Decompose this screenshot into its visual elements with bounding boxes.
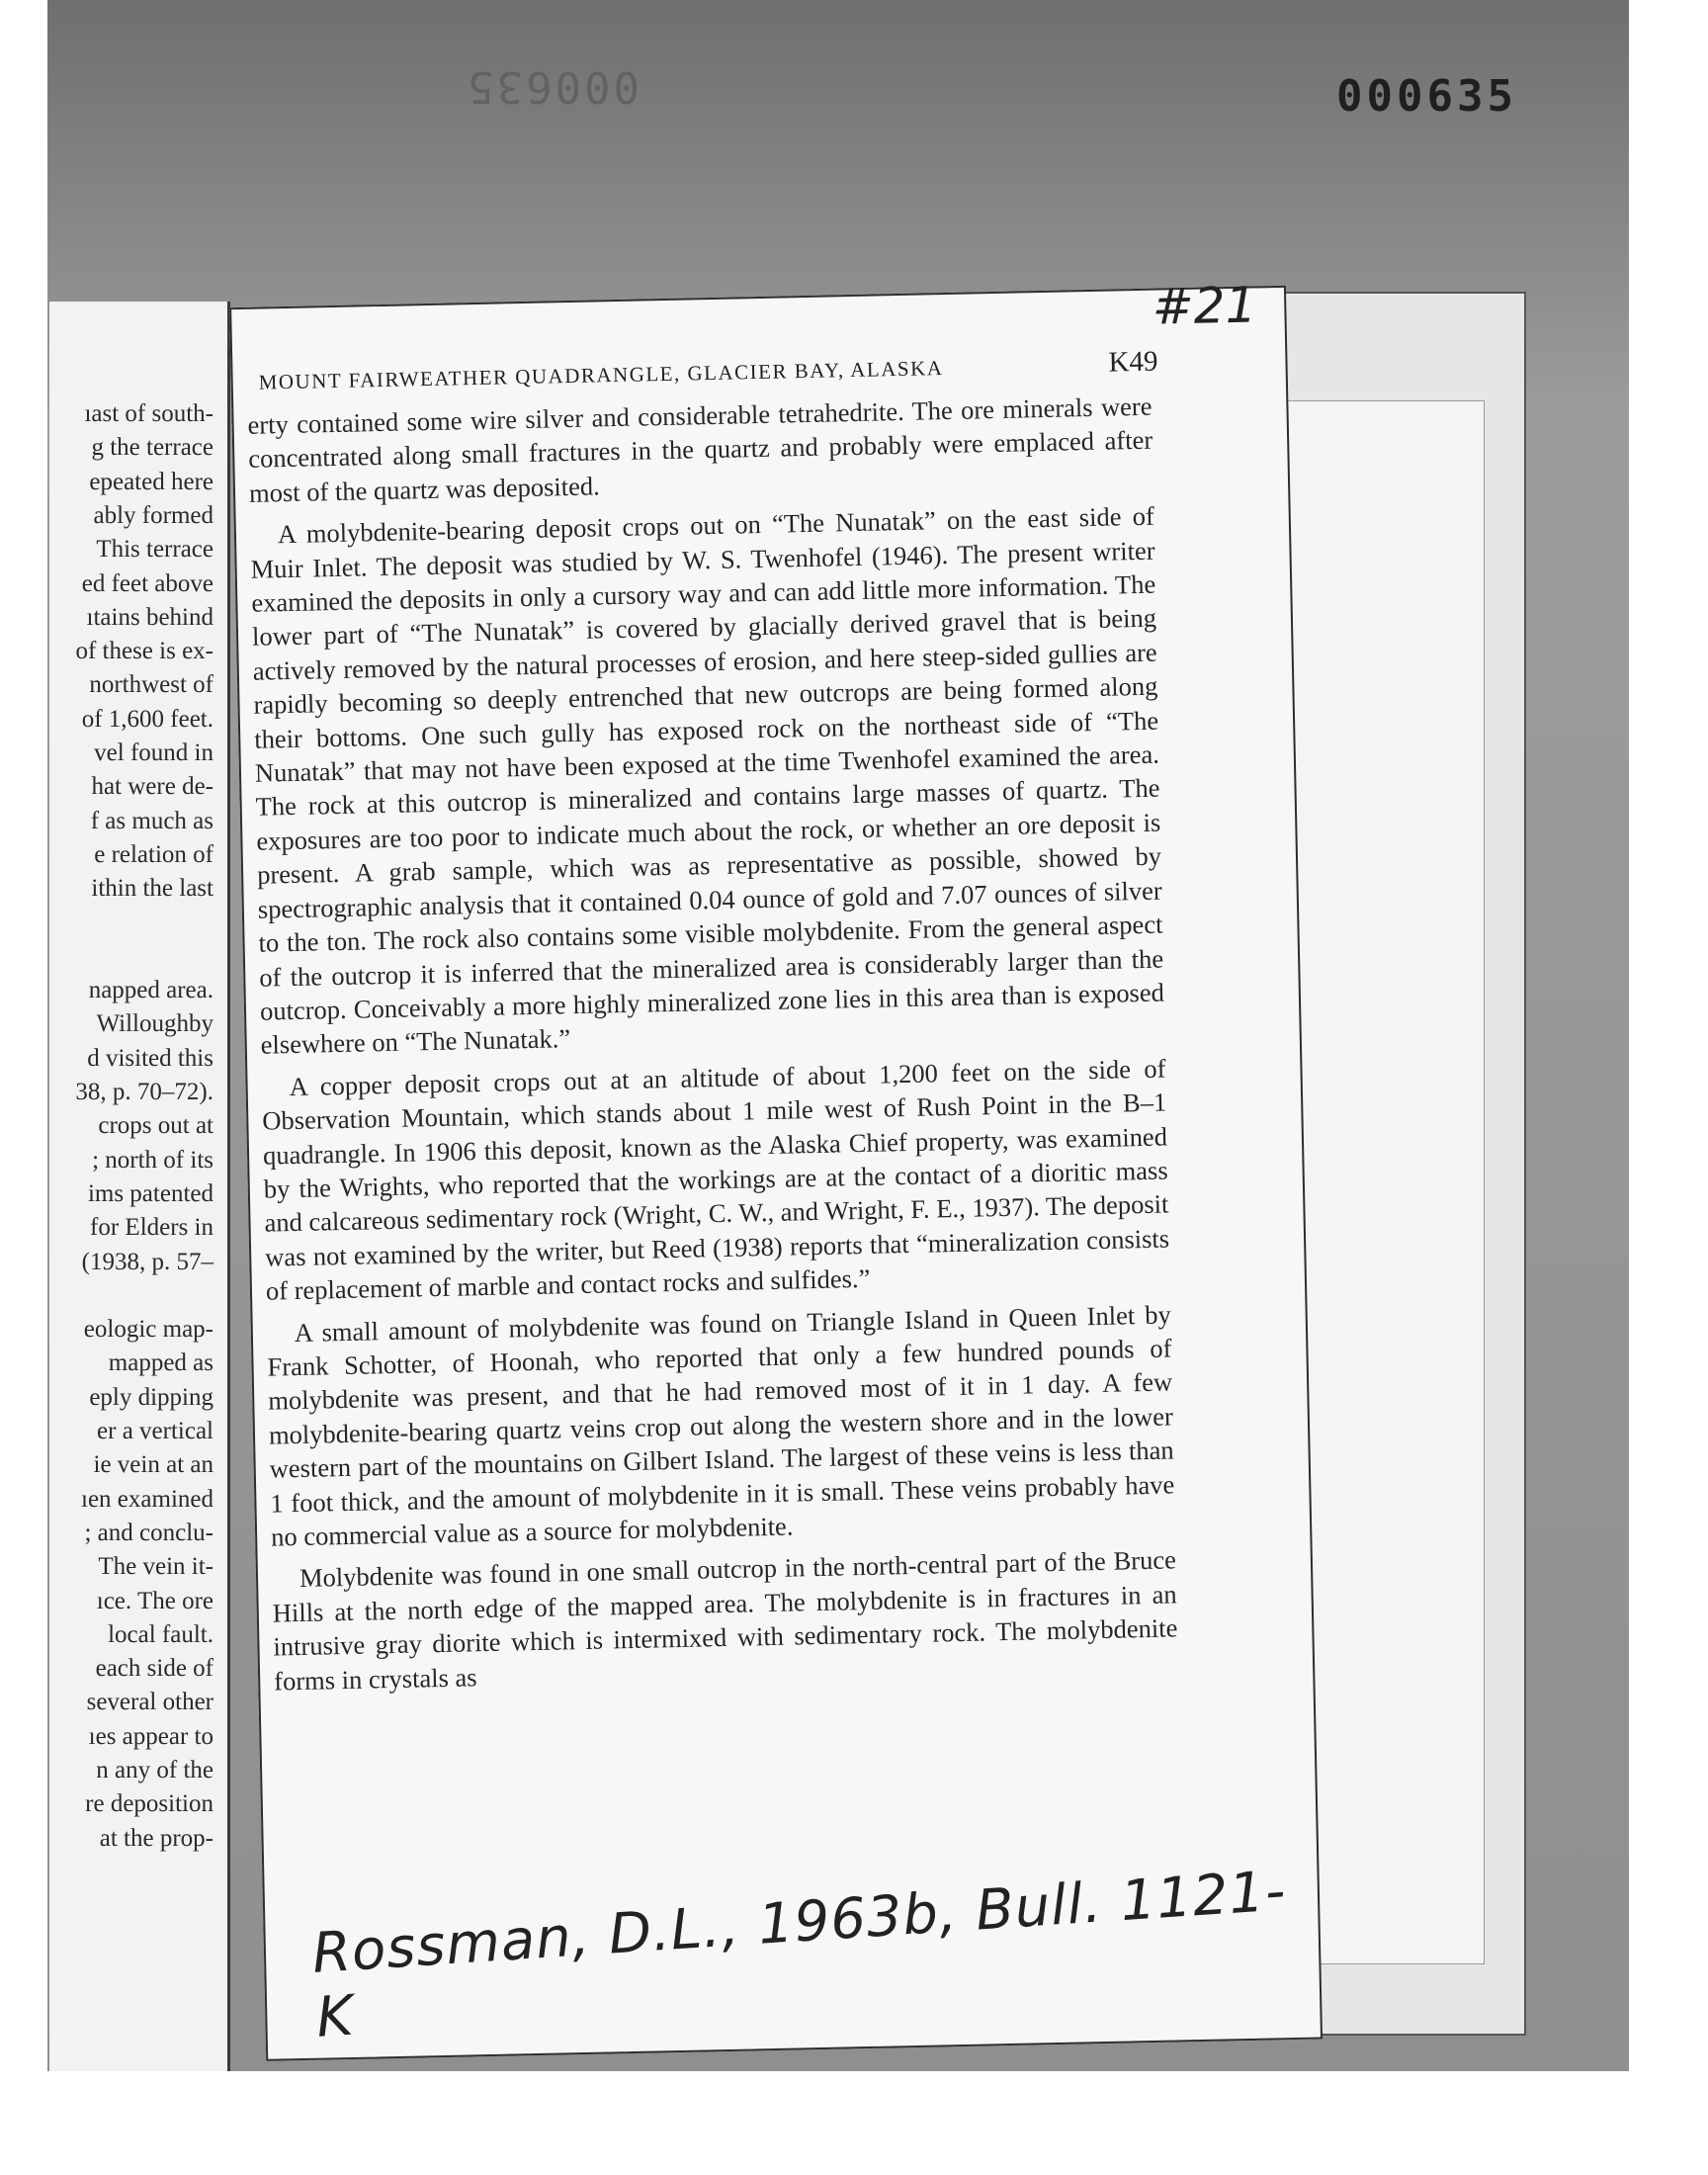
paragraph: erty contained some wire silver and considerable tetrahedrite. The ore minerals were concentrated along small fractures in the quartz and probably were emplaced after most of the quartz was deposited. [247, 391, 1153, 508]
left-page-line: ; north of its [92, 1146, 214, 1174]
left-page-line: ie vein at an [93, 1451, 214, 1479]
left-page-line: e relation of [94, 840, 214, 868]
left-page-line: ably formed [93, 501, 214, 529]
left-page-line: epeated here [89, 468, 214, 495]
left-page-line: Willoughby [96, 1010, 214, 1038]
paragraph: A small amount of molybdenite was found on Triangle Island in Queen Inlet by Frank Schotter, of Hoonah, who reported that only a few hundred pounds of molybdenite was present, and that he had removed most of it in 1 day. A few molybdenite-bearing quartz veins crop out along the western shore and in the lower western part of the mountains on Gilbert Island. The largest of these veins is less than 1 foot thick, and the amount of molybdenite in it is small. These veins probably have no commercial value as a source for molybdenite. [267, 1299, 1175, 1552]
left-page-line: ıtains behind [86, 603, 214, 631]
left-page-line: This terrace [96, 536, 214, 564]
left-page-line: The vein it- [98, 1553, 214, 1581]
main-page [229, 276, 1323, 2061]
left-page-line: of these is ex- [75, 638, 214, 665]
left-page-line: (1938, p. 57– [81, 1248, 214, 1275]
left-page-line: mapped as [108, 1349, 214, 1377]
left-page-line: local fault. [108, 1620, 214, 1648]
left-page-line: f as much as [90, 807, 214, 834]
left-page-line: northwest of [89, 671, 214, 699]
left-page-line: ims patented [87, 1179, 214, 1207]
handwritten-citation: Rossman, D.L., 1963b, Bull. 1121-K [309, 1859, 1289, 2050]
left-page-line: of 1,600 feet. [81, 705, 214, 733]
left-page-line: hat were de- [91, 773, 214, 801]
left-page-line: ; and conclu- [84, 1519, 214, 1546]
left-page-line: at the prop- [99, 1824, 214, 1852]
left-page-line: several other [86, 1689, 214, 1716]
document-stamp-number: 000635 [1336, 71, 1517, 122]
header-page-number: K49 [1108, 345, 1158, 379]
left-page-line: eologic map- [83, 1316, 214, 1344]
left-page-line: n any of the [96, 1757, 214, 1784]
left-page-line: g the terrace [91, 434, 214, 462]
left-page-line: eply dipping [89, 1383, 214, 1411]
left-page-line: er a vertical [97, 1418, 214, 1444]
left-page-line: ıast of south- [84, 400, 214, 427]
left-page-line: ıen examined [81, 1485, 214, 1513]
left-page-line: ed feet above [81, 569, 214, 597]
left-page-line: ithin the last [91, 875, 214, 903]
left-page-line: 38, p. 70–72). [75, 1079, 214, 1105]
left-page-line: crops out at [98, 1112, 214, 1140]
page-header [258, 346, 1157, 397]
left-page-line: vel found in [94, 740, 214, 766]
left-page-line: ıes appear to [88, 1722, 214, 1750]
paragraph: Molybdenite was found in one small outcrop in the north-central part of the Bruce Hills at the north edge of the mapped area. The molybdenite is in fractures in an intrusive gray diorite which is intermixed with sedimentary rock. The molybdenite forms in crystals as [272, 1544, 1178, 1696]
ghost-stamp: 000635 [465, 61, 640, 112]
header-title: MOUNT FAIRWEATHER QUADRANGLE, GLACIER BAY, ALASKA [258, 356, 944, 394]
left-page-line: napped area. [88, 977, 214, 1004]
paragraph: A copper deposit crops out at an altitude of about 1,200 feet on the side of Observation Mountain, which stands about 1 mile west of Rush Point in the B–1 quadrangle. In 1906 this deposit, known as the Alaska Chief property, was examined by the Wrights, who reported that the workings are at the contact of a dioritic mass and calcareous sedimentary rock (Wright, C. W., and Wright, F. E., 1937). The deposit was not examined by the writer, but Reed (1938) reports that “mineralization consists of replacement of marble and contact rocks and sulfides.” [262, 1053, 1170, 1306]
left-partial-page [49, 302, 230, 2071]
handwritten-number: #21 [1152, 276, 1257, 336]
left-page-line: d visited this [87, 1044, 214, 1072]
left-page-line: re deposition [85, 1790, 214, 1818]
left-page-line: for Elders in [90, 1214, 214, 1242]
paragraph: A molybdenite-bearing deposit crops out on “The Nunatak” on the east side of Muir Inlet. The deposit was studied by W. S. Twenhofel (1946). The present writer examined the deposits in only a cursory way and can add little more information. The lower part of “The Nunatak” is covered by glacially derived gravel that is being actively removed by the natural processes of erosion, and here steep-sided gullies are rapidly becoming so deeply entrenched that new outcrops are being formed along their bottoms. One such gully has exposed rock on the northeast side of “The Nunatak” that may not have been exposed at the time Twenhofel examined the area. The rock at this outcrop is mineralized and contains large masses of quartz. The exposures are too poor to indicate much about the rock, or whether an ore deposit is present. A grab sample, which was as representative as possible, showed by spectrographic analysis that it contained 0.04 ounce of gold and 7.07 ounces of silver to the ton. The rock also contains some visible molybdenite. From the general aspect of the outcrop it is inferred that the mineralized area is considerably larger than the outcrop. Conceivably a more highly mineralized zone lies in this area than is exposed elsewhere on “The Nunatak.” [250, 500, 1165, 1061]
body-text [247, 390, 1178, 1706]
left-page-line: each side of [95, 1655, 214, 1683]
left-page-line: ıce. The ore [96, 1587, 214, 1614]
